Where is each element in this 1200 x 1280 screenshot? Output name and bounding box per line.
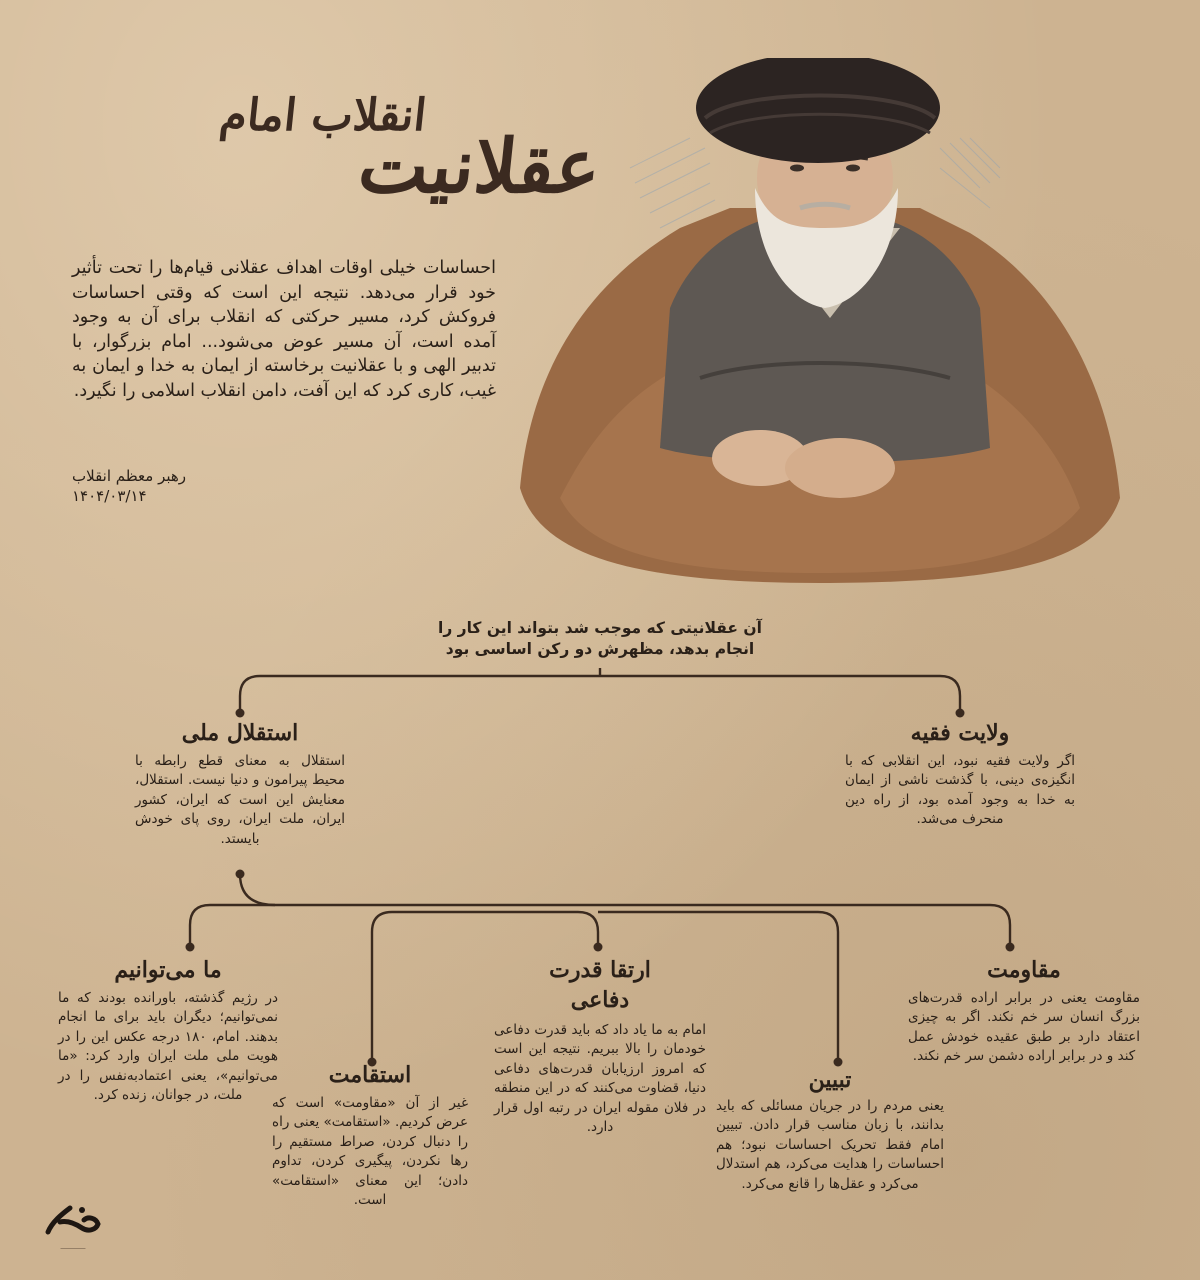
branch-body: در رژیم گذشته، باورانده بودند که ما نمی‌توانیم؛ دیگران باید برای ما انجام بدهند. امام، ۱۸۰ درجه عکس این را در هویت ملی ملت ایران وارد کرد: «ما می‌توانیم»، یعنی اعتمادبه‌نفس را در ملت، در جوانان، زنده کرد.	[58, 990, 278, 1104]
branch-body: امام به ما یاد داد که باید قدرت دفاعی خودمان را بالا ببریم. نتیجه این است که امروز ارزیابان قدرت‌های دفاعی دنیا، قضاوت می‌کنند که در این منطقه در فلان مقوله ایران در رتبه اول قرار دارد.	[494, 1022, 706, 1136]
pillar-body: اگر ولایت فقیه نبود، این انقلابی که با انگیزه‌ی دینی، با گذشت ناشی از ایمان به خدا به وجود آمده بود، از راه دین منحرف می‌شد.	[845, 753, 1075, 828]
logo-caption-line: ―――――	[60, 1246, 86, 1252]
calligraphic-logo-icon	[38, 1198, 108, 1242]
branch-explanation	[716, 1065, 944, 1194]
leader-quote: احساسات خیلی اوقات اهداف عقلانی قیام‌ها را تحت تأثیر خود قرار می‌دهد. نتیجه این است که وقتی احساسات فروکش کرد، مسیر حرکتی که انقلاب برای آن به وجود آمده است، آن مسیر عوض می‌شود... امام بزرگوار، با تدبیر الهی و با عقلانیت برخاسته از ایمان به خدا و ایمان به غیب، کاری کرد که این آفت، دامن انقلاب اسلامی را نگیرد.	[72, 258, 496, 401]
branch-title: مقاومت	[987, 957, 1061, 983]
diagram-intro	[380, 618, 820, 660]
quote-author: رهبر معظم انقلاب	[72, 467, 187, 485]
branch-body: مقاومت یعنی در برابر اراده قدرت‌های بزرگ انسان سر خم نکند. اگر به چیزی اعتقاد دارد بر طبق عقیده خودش عمل کند و در برابر اراده دشمن سر خم نکند.	[908, 990, 1140, 1065]
branch-title: استقامت	[328, 1062, 412, 1088]
branch-title: ارتقا قدرت دفاعی	[549, 957, 651, 1013]
branch-defense-power	[494, 955, 706, 1137]
branch-we-can	[58, 955, 278, 1105]
branch-body: غیر از آن «مقاومت» است که عرض کردیم. «استقامت» یعنی راه را دنبال کردن، صراط مستقیم را رها نکردن، پیگیری کردن، تداوم دادن؛ این معنای «استقامت» است.	[272, 1095, 468, 1209]
branch-body: یعنی مردم را در جریان مسائلی که باید بدانند، با زبان مناسب قرار دادن. تبیین امام فقط تحریک احساسات نبود؛ هم احساسات را هدایت می‌کرد، هم استدلال می‌کرد و عقل‌ها را قانع می‌کرد.	[716, 1098, 944, 1192]
intro-line-1: آن عقلانیتی که موجب شد بتواند این کار را	[438, 619, 762, 637]
title-line-rationality: عقلانیت	[354, 124, 605, 210]
branch-steadfastness	[272, 1060, 468, 1210]
title-line-revolution-imam: انقلاب امام	[217, 90, 429, 141]
pillar-title: ولایت فقیه	[910, 720, 1010, 746]
branch-title: تبیین	[808, 1067, 852, 1093]
publisher-logo	[38, 1198, 108, 1258]
pillar-title: استقلال ملی	[181, 720, 299, 746]
pillar-body: استقلال به معنای قطع رابطه با محیط پیرامون و دنیا نیست. استقلال، معنایش این است که ایران، کشور ایران، ملت ایران، روی پای خودش بایستد.	[135, 753, 345, 847]
branch-resistance	[908, 955, 1140, 1067]
quote-date: ۱۴۰۴/۰۳/۱۴	[72, 487, 147, 505]
pillar-national-independence	[135, 718, 345, 849]
intro-line-2: انجام بدهد، مظهرش دو رکن اساسی بود	[445, 640, 755, 658]
branch-title: ما می‌توانیم	[114, 957, 222, 983]
pillar-velayat-faqih	[845, 718, 1075, 830]
